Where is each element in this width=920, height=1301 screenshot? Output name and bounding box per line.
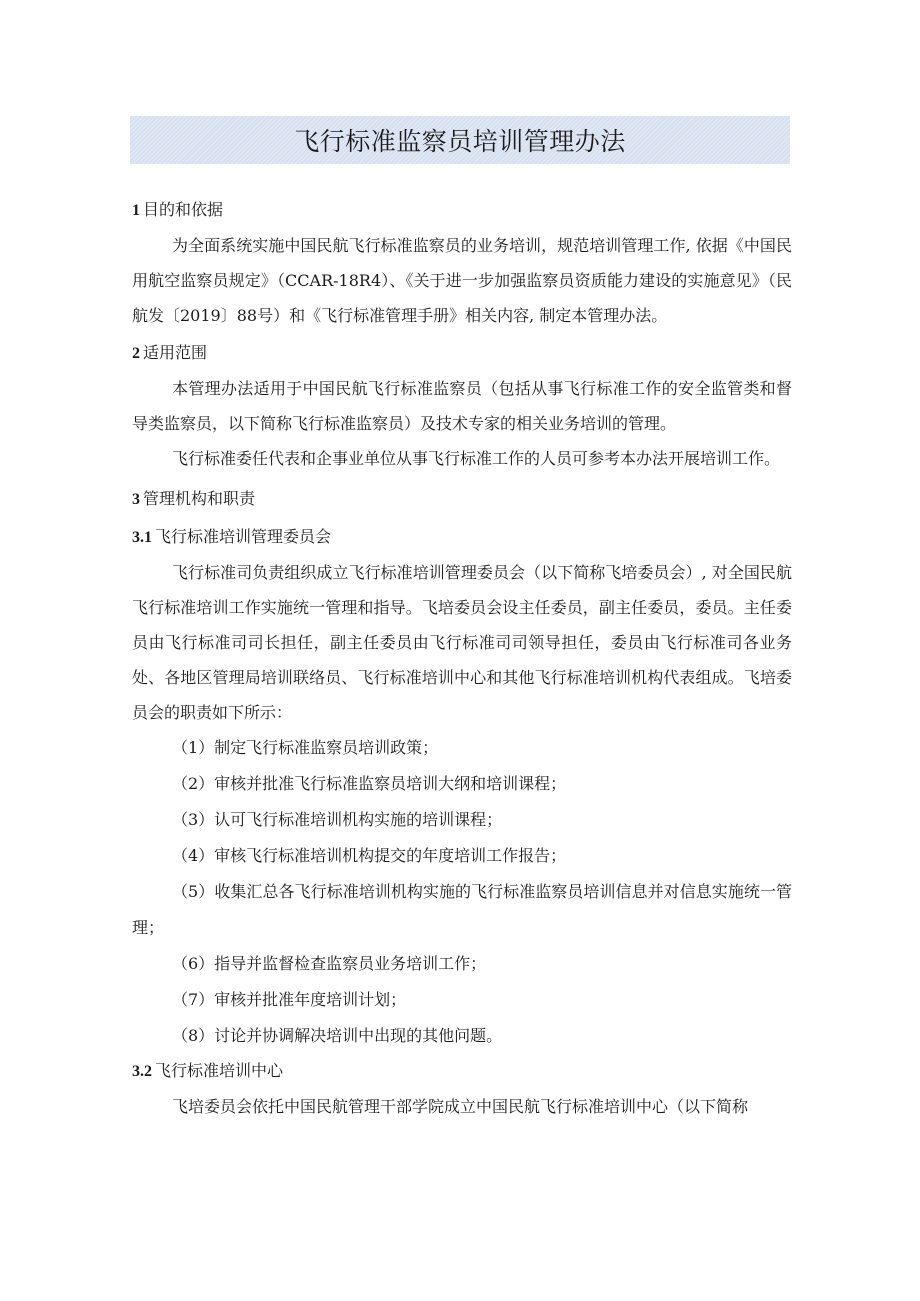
list-item: （8）讨论并协调解决培训中出现的其他问题。 bbox=[172, 1026, 503, 1045]
list-item: （6）指导并监督检查监察员业务培训工作； bbox=[172, 954, 487, 973]
section-title: 管理机构和职责 bbox=[143, 489, 256, 508]
section-heading bbox=[132, 482, 792, 517]
paragraph: 飞培委员会依托中国民航管理干部学院成立中国民航飞行标准培训中心（以下简称 bbox=[172, 1097, 749, 1116]
document-title: 飞行标准监察员培训管理办法 bbox=[294, 127, 626, 156]
section-number: 3 bbox=[132, 491, 140, 508]
list-item: （7）审核并批准年度培训计划； bbox=[172, 990, 407, 1009]
section-heading bbox=[132, 193, 792, 228]
section-number: 3.1 bbox=[132, 529, 152, 546]
list-item: （2）审核并批准飞行标准监察员培训大纲和培训课程； bbox=[172, 774, 567, 793]
section-title: 飞行标准培训管理委员会 bbox=[155, 527, 332, 546]
section-title: 飞行标准培训中心 bbox=[155, 1061, 284, 1080]
section-title: 适用范围 bbox=[143, 343, 208, 362]
list-item: （5）收集汇总各飞行标准培训机构实施的飞行标准监察员培训信息并对信息实施统一管理； bbox=[132, 882, 792, 937]
list-item: （1）制定飞行标准监察员培训政策； bbox=[172, 738, 439, 757]
paragraph: 本管理办法适用于中国民航飞行标准监察员（包括从事飞行标准工作的安全监管类和督导类监察员，以下简称飞行标准监察员）及技术专家的相关业务培训的管理。 bbox=[132, 379, 792, 433]
section-heading bbox=[132, 336, 792, 371]
section-number: 2 bbox=[132, 345, 140, 362]
title-banner bbox=[130, 116, 790, 164]
subsection-heading bbox=[132, 1054, 792, 1089]
section-number: 1 bbox=[132, 202, 140, 219]
list-item: （3）认可飞行标准培训机构实施的培训课程； bbox=[172, 810, 503, 829]
section-title: 目的和依据 bbox=[143, 200, 224, 219]
paragraph: 飞行标准司负责组织成立飞行标准培训管理委员会（以下简称飞培委员会）, 对全国民航飞行标准培训工作实施统一管理和指导。飞培委员会设主任委员，副主任委员，委员。主任委员由飞行标准司司长担任，副主任委员由飞行标准司司领导担任，委员由飞行标准司各业务处、各地区管理局培训联络员、飞行标准培训中心和其他飞行标准培训机构代表组成。飞培委员会的职责如下所示： bbox=[132, 563, 792, 722]
paragraph: 为全面系统实施中国民航飞行标准监察员的业务培训，规范培训管理工作, 依据《中国民用航空监察员规定》（CCAR-18R4）、《关于进一步加强监察员资质能力建设的实施意见》（民航发〔2019〕88号）和《飞行标准管理手册》相关内容, 制定本管理办法。 bbox=[132, 236, 792, 325]
section-number: 3.2 bbox=[132, 1063, 152, 1080]
document-body bbox=[132, 193, 792, 1124]
subsection-heading bbox=[132, 520, 792, 555]
list-item: （4）审核飞行标准培训机构提交的年度培训工作报告； bbox=[172, 846, 567, 865]
paragraph: 飞行标准委任代表和企事业单位从事飞行标准工作的人员可参考本办法开展培训工作。 bbox=[172, 449, 781, 468]
